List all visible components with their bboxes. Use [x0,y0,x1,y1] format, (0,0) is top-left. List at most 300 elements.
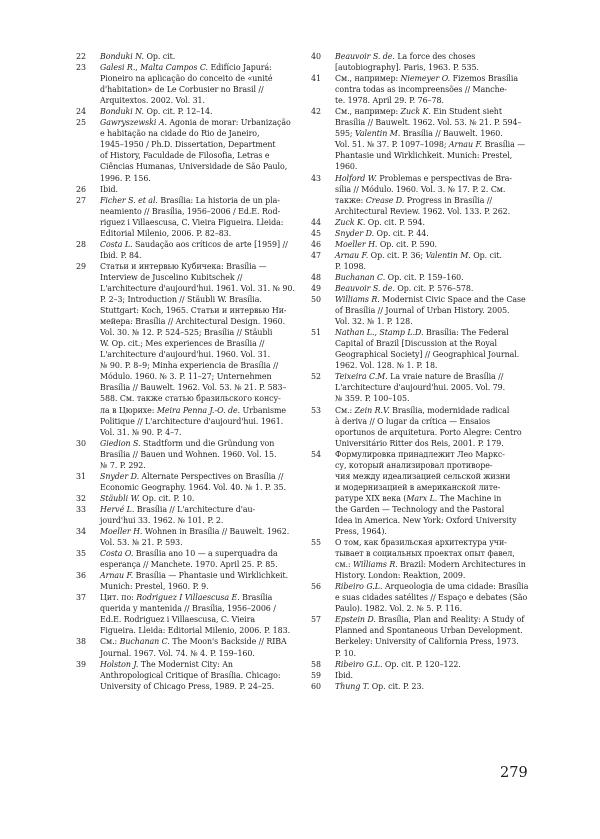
text-run: Modernist Civic Space and the Case [379,295,526,305]
footnote [76,493,308,504]
footnote-number: 41 [311,74,321,84]
author-name: Epstein D. [335,615,376,625]
footnote [311,272,543,283]
footnote-line [335,294,543,305]
footnote-line [100,73,308,84]
footnote-number: 49 [311,283,321,293]
footnote-text [335,239,543,250]
author-name: Valentin M. [425,250,471,260]
footnote-number: 23 [76,63,86,73]
author-name: Zein R.V. [354,405,390,415]
footnote-line [335,139,543,150]
text-run: Op. cit. P. 120–122. [382,659,461,669]
text-run: Op. cit. P. 36; [368,250,426,260]
footnote-line [100,659,308,670]
footnote-line [100,482,308,493]
text-run: Berkeley: University of California Press, 1973. [335,637,519,647]
footnote-text [335,228,543,239]
text-run: Brasília — Phantasie und Wirklichkeit. [133,571,289,581]
author-name: Gawryszewski A. [100,118,167,128]
footnote-line [335,559,543,570]
footnote-line [100,471,308,482]
text-run: Politique // L'architecture d'aujourd'hui. 1961. [100,416,284,426]
footnote [311,681,543,692]
footnote-line [335,305,543,316]
text-run: Paulo). 1982. Vol. 2. № 5. P. 116. [335,604,463,614]
text-run: Brazil: Modern Architectures in [397,560,526,570]
footnote-line [100,636,308,647]
footnote [76,51,308,62]
footnote-line [335,128,543,139]
footnote [76,184,308,195]
footnote-number: 60 [311,681,321,691]
text-run: riguez i Villaescusa, C. Vieira Figueira. Lleida: [100,217,284,227]
text-run: Arquitextos. 2002. Vol. 31. [100,96,205,106]
text-run: 1996. P. 156. [100,173,151,183]
text-run: d'habitation» de Le Corbusier no Brasil // [100,85,264,95]
author-name: Williams R. [335,295,380,305]
text-run: La vraie nature de Brasília // [387,372,504,382]
footnote-text [335,73,543,106]
text-run: тывает в социальных проектах опыт фавел, [335,549,515,559]
footnote-line [100,405,308,416]
text-run: P. 2–3; Introduction // Stäubli W. Brasília. [100,295,262,305]
footnote-line [100,449,308,460]
footnote-number: 42 [311,107,321,117]
text-run: querida y mantenida // Brasília, 1956–2006 / [100,604,276,614]
author-name: Bonduki N. [100,52,144,61]
text-run: University of Chicago Press, 1989. P. 24–25. [100,681,275,691]
footnote-line [100,670,308,681]
footnote [311,173,543,217]
text-run: О том, как бразильская архитектура учи- [335,538,507,548]
footnote-line [335,360,543,371]
footnote [311,405,543,449]
footnote-number: 27 [76,195,86,205]
footnote [311,106,543,172]
footnote-line [335,206,543,217]
text-run: Universitário Ritter dos Reis, 2001. P. 179. [335,438,504,448]
footnote-number: 54 [311,449,321,459]
text-run: Op. cit. P. 594. [365,217,425,227]
footnote-line [100,515,308,526]
footnote-line [335,261,543,272]
author-name: Nathan L., Stamp L.D. [335,328,424,338]
text-run: См., например: [335,74,401,84]
text-run: Brasília, modernidade radical [389,405,510,415]
text-run: Architectural Review. 1962. Vol. 133. P. 262. [335,206,511,216]
text-run: e habitação na cidade do Rio de Janeiro, [100,129,260,139]
footnote [76,504,308,526]
footnote-number: 55 [311,538,321,548]
author-name: Valentin M. [354,129,401,139]
author-name: Holston J. [100,659,139,669]
text-run: ратуре XIX века ( [335,493,407,503]
footnote-line [335,548,543,559]
footnote-number: 34 [76,527,86,537]
footnote-line [100,139,308,150]
text-run: Op. cit. P. 12–14. [144,107,213,117]
text-run: Vol. 51. № 37. P. 1097–1098; [335,140,449,150]
author-name: Ribeiro G.L. [335,582,383,592]
text-run: contra todas as incompreensões // Manche- [335,85,507,95]
footnote-line [100,393,308,404]
footnote-line [335,405,543,416]
footnote [76,570,308,592]
footnote-line [335,681,543,692]
text-run: ла в Цюрихе: [100,405,157,415]
footnote-line [335,648,543,659]
footnote-number: 59 [311,670,321,680]
text-run: мейера: Brasília // Architectural Design. 1960. [100,317,286,327]
footnote-text [335,327,543,371]
author-name: Hervé L. [100,504,135,514]
footnote [311,659,543,670]
text-run: Brasília ano 10 — a superquadra da [133,549,278,559]
footnote-line [100,371,308,382]
footnote-line [335,327,543,338]
footnote-line [100,95,308,106]
footnote-number: 50 [311,295,321,305]
footnote-line [100,173,308,184]
footnote-line [335,382,543,393]
footnote-line [100,681,308,692]
text-run: Brasília [239,593,273,603]
footnote-line [100,559,308,570]
footnote-line [335,272,543,283]
footnote-number: 57 [311,615,321,625]
footnote [311,614,543,658]
text-run: Journal. 1967. Vol. 74. № 4. P. 159–160. [100,648,255,658]
author-name: Crease D. [365,195,405,205]
text-run: Edifício Japurá: [208,63,272,73]
footnote-line [335,250,543,261]
footnote [311,327,543,371]
footnote-text [100,526,308,548]
text-run: The Modernist City: An [138,659,233,669]
author-name: Arnau F. [335,250,369,260]
text-run: Формулировка принадлежит Лео Маркс- [335,449,505,459]
text-run: Op. cit. [470,250,502,260]
footnote [76,261,308,438]
text-run: су, который анализировал противоре- [335,460,493,470]
footnote-number: 31 [76,471,86,481]
author-name: Meira Penna J.-O. de. [156,405,241,415]
footnote-text [335,106,543,172]
footnote-number: 37 [76,593,86,603]
author-name: Snyder D. [100,471,140,481]
footnote-line [335,349,543,360]
footnote-line [100,504,308,515]
author-name: Zuck K. [335,217,366,227]
text-run: Brasília // Bauwelt. 1962. Vol. 53. № 21. P. 594– [335,118,522,128]
footnote-line [335,659,543,670]
footnote-text [100,51,308,62]
footnote-line [100,548,308,559]
author-name: Bonduki N. [100,107,144,117]
footnote-line [100,195,308,206]
footnote [76,636,308,658]
text-run: 1945–1950 / Ph.D. Dissertation, Department [100,140,276,150]
footnote [311,283,543,294]
footnote-number: 58 [311,659,321,669]
footnote [311,294,543,327]
footnote-line [100,106,308,117]
text-run: Munich: Prestel, 1960. P. 9. [100,582,209,592]
text-run: № 359. P. 100–105. [335,394,410,404]
footnote [76,117,308,183]
text-run: L'architecture d'aujourd'hui. 1960. Vol. 31. [100,350,271,360]
footnote-line [100,349,308,360]
text-run: Vol. 30. № 12. P. 524–525; Brasília // Stäubli [100,328,273,338]
text-run: Op. cit. P. 159–160. [385,272,464,282]
footnote-line [335,438,543,449]
text-run: Op. cit. P. 10. [139,493,195,503]
text-run: Brasília // Bauwelt. 1962. Vol. 53. № 21. P. 583– [100,383,287,393]
footnote-line [100,493,308,504]
author-name: Costa L. [100,239,133,249]
footnote [76,659,308,692]
text-run: History. London: Reaktion, 2009. [335,571,466,581]
footnote-number: 24 [76,107,86,117]
footnote-text [100,239,308,261]
footnote-text [100,261,308,438]
footnote-text [335,659,543,670]
footnote-line [335,106,543,117]
text-run: Статьи и интервью Кубичека: Brasília — [100,261,267,271]
footnote-line [100,537,308,548]
footnote [311,670,543,681]
author-name: Moeller H. [100,527,143,537]
footnote-text [100,493,308,504]
footnote-number: 22 [76,52,86,61]
footnote-line [335,493,543,504]
footnote-line [335,526,543,537]
footnote-text [335,371,543,404]
text-run: W. Op. cit.; Mes experiences de Brasília // [100,339,265,349]
footnote-text [100,195,308,239]
text-run: Цит. по: [100,593,137,603]
footnote-line [100,427,308,438]
text-run: и модернизацией в американской лите- [335,482,501,492]
footnote-line [335,449,543,460]
footnote-line [335,603,543,614]
footnote-text [335,581,543,614]
footnote-line [335,217,543,228]
author-name: Snyder D. [335,228,375,238]
footnote [311,581,543,614]
text-run: чия между идеализацией сельской жизни [335,471,511,481]
text-run: Ibid. [335,670,354,680]
footnote-number: 30 [76,438,86,448]
author-name: Holford W. [335,173,377,183]
text-run: [autobiography]. Paris, 1963. P. 535. [335,63,479,73]
footnote-line [100,184,308,195]
text-run: the Garden — Technology and the Pastoral [335,504,505,514]
footnote-text [100,62,308,106]
footnote [76,106,308,117]
footnote-text [100,592,308,636]
footnote-line [100,84,308,95]
text-run: Progress in Brasília // [404,195,493,205]
footnote-text [335,272,543,283]
footnote [311,73,543,106]
footnote-line [335,338,543,349]
footnote [76,239,308,261]
text-run: te. 1978. April 29. P. 76–78. [335,96,444,106]
footnote-line [100,603,308,614]
text-run: Brasília // Bauwelt. 1960. [400,129,503,139]
footnote-text [335,449,543,537]
footnote-line [335,471,543,482]
text-run: Op. cit. P. 23. [369,681,424,691]
footnote-line [100,117,308,128]
footnote [76,62,308,106]
notes-column-left [76,51,308,692]
footnote-text [100,570,308,592]
text-run: of Brasília // Journal of Urban History. 2005. [335,306,510,316]
author-name: Buchanan C. [119,637,170,647]
footnote-number: 36 [76,571,86,581]
footnote [76,195,308,239]
text-run: The Machine in [437,493,502,503]
text-run: 1962. Vol. 128. № 1. P. 18. [335,361,438,371]
text-run: Figueira. Lleida: Editorial Milenio, 2006. P. 183. [100,626,291,636]
footnote-line [100,327,308,338]
footnote-text [100,659,308,692]
text-run: Urbanisme [240,405,287,415]
footnote-line [100,150,308,161]
text-run: Anthropological Critique of Brasília. Chicago: [100,670,281,680]
footnote-line [100,338,308,349]
footnote-line [100,614,308,625]
footnote-number: 33 [76,504,86,514]
text-run: oportunos de arquitetura. Porto Alegre: Centro [335,427,522,437]
footnote-line [100,161,308,172]
text-run: Alternate Perspectives on Brasília // [139,471,284,481]
author-name: Giedion S. [100,438,141,448]
text-run: Op. cit. [144,52,176,61]
text-run: P. 1098. [335,261,366,271]
footnote-number: 46 [311,239,321,249]
text-run: № 90. P. 8–9; Minha experiencia de Brasília // [100,361,279,371]
text-run: of History, Faculdade de Filosofia, Letras e [100,151,270,161]
author-name: Costa O. [100,549,134,559]
footnote-line [335,393,543,404]
text-run: Op. cit. P. 590. [377,239,438,249]
text-run: Ciências Humanas, Universidade de São Paulo, [100,162,288,172]
footnote-number: 52 [311,372,321,382]
footnote-line [335,316,543,327]
footnote-line [335,570,543,581]
footnote-number: 48 [311,272,321,282]
footnote-line [335,614,543,625]
text-run: neamiento // Brasília, 1956–2006 / Ed.E. Rod- [100,206,281,216]
footnote-number: 32 [76,493,86,503]
author-name: Teixeira C.M. [335,372,388,382]
text-run: См.: [100,637,120,647]
author-name: Ficher S. et al. [100,195,158,205]
footnote-line [100,272,308,283]
footnote-line [100,261,308,272]
footnote-text [335,614,543,658]
text-run: Fizemos Brasília [450,74,519,84]
footnote-line [100,228,308,239]
text-run: Economic Geography. 1964. Vol. 40. № 1. P. 35. [100,482,286,492]
footnote-line [335,95,543,106]
text-run: Brasília — [482,140,526,150]
footnote-line [335,460,543,471]
footnote-text [100,636,308,658]
text-run: sília // Módulo. 1960. Vol. 3. № 17. P. 2. См. [335,184,506,194]
footnote [311,239,543,250]
footnote-line [335,371,543,382]
text-run: Ein Student sieht [430,107,502,117]
footnote-number: 39 [76,659,86,669]
footnote-text [335,537,543,581]
author-name: Ribeiro G.L. [335,659,383,669]
footnote-line [100,206,308,217]
footnote-line [335,84,543,95]
text-run: Brasília, Plan and Reality: A Study of [375,615,525,625]
footnote [311,371,543,404]
footnote-number: 47 [311,250,321,260]
footnote-line [100,250,308,261]
footnote [311,217,543,228]
author-name: Stäubli W. [100,493,140,503]
footnote-text [335,173,543,217]
text-run: Ibid. [100,184,119,194]
footnote-line [335,195,543,206]
footnote-line [100,581,308,592]
text-run: 588. См. также статью бразильского консу- [100,394,281,404]
text-run: Idea in America. New York: Oxford University [335,515,517,525]
footnote-line [335,592,543,603]
footnote-number: 40 [311,52,321,61]
text-run: Interview de Juscelino Kubitschek // [100,272,243,282]
footnote-line [100,592,308,603]
text-run: Brasília: La historia de un pla- [157,195,280,205]
text-run: Vol. 32. № 1. P. 128. [335,317,413,327]
footnote-line [335,537,543,548]
author-name: Marx L. [406,493,438,503]
footnote-text [335,681,543,692]
text-run: 1960. [335,162,358,172]
footnote-number: 44 [311,217,321,227]
text-run: Op. cit. P. 576–578. [394,283,474,293]
footnote-line [335,73,543,84]
footnote-text [335,283,543,294]
footnote-line [335,625,543,636]
author-name: Galesi R., Malta Campos C. [100,63,208,73]
footnote-line [100,570,308,581]
text-run: Editorial Milenio, 2006. P. 82–83. [100,228,232,238]
footnote [76,438,308,471]
footnote-line [335,239,543,250]
author-name: Arnau F. [448,140,483,150]
footnote [311,228,543,239]
footnote-line [335,416,543,427]
text-run: Phantasie und Wirklichkeit. Munich: Prestel, [335,151,513,161]
text-run: Stuttgart: Koch, 1965. Статьи и интервью Ни- [100,306,287,316]
text-run: esperança // Manchete. 1970. April 25. P. 85. [100,560,278,570]
footnote-number: 53 [311,405,321,415]
footnote-line [100,382,308,393]
footnote-line [100,217,308,228]
text-run: Press, 1964). [335,527,387,537]
text-run: Geographical Society] // Geographical Journal. [335,350,520,360]
text-run: № 7. P. 292. [100,460,146,470]
